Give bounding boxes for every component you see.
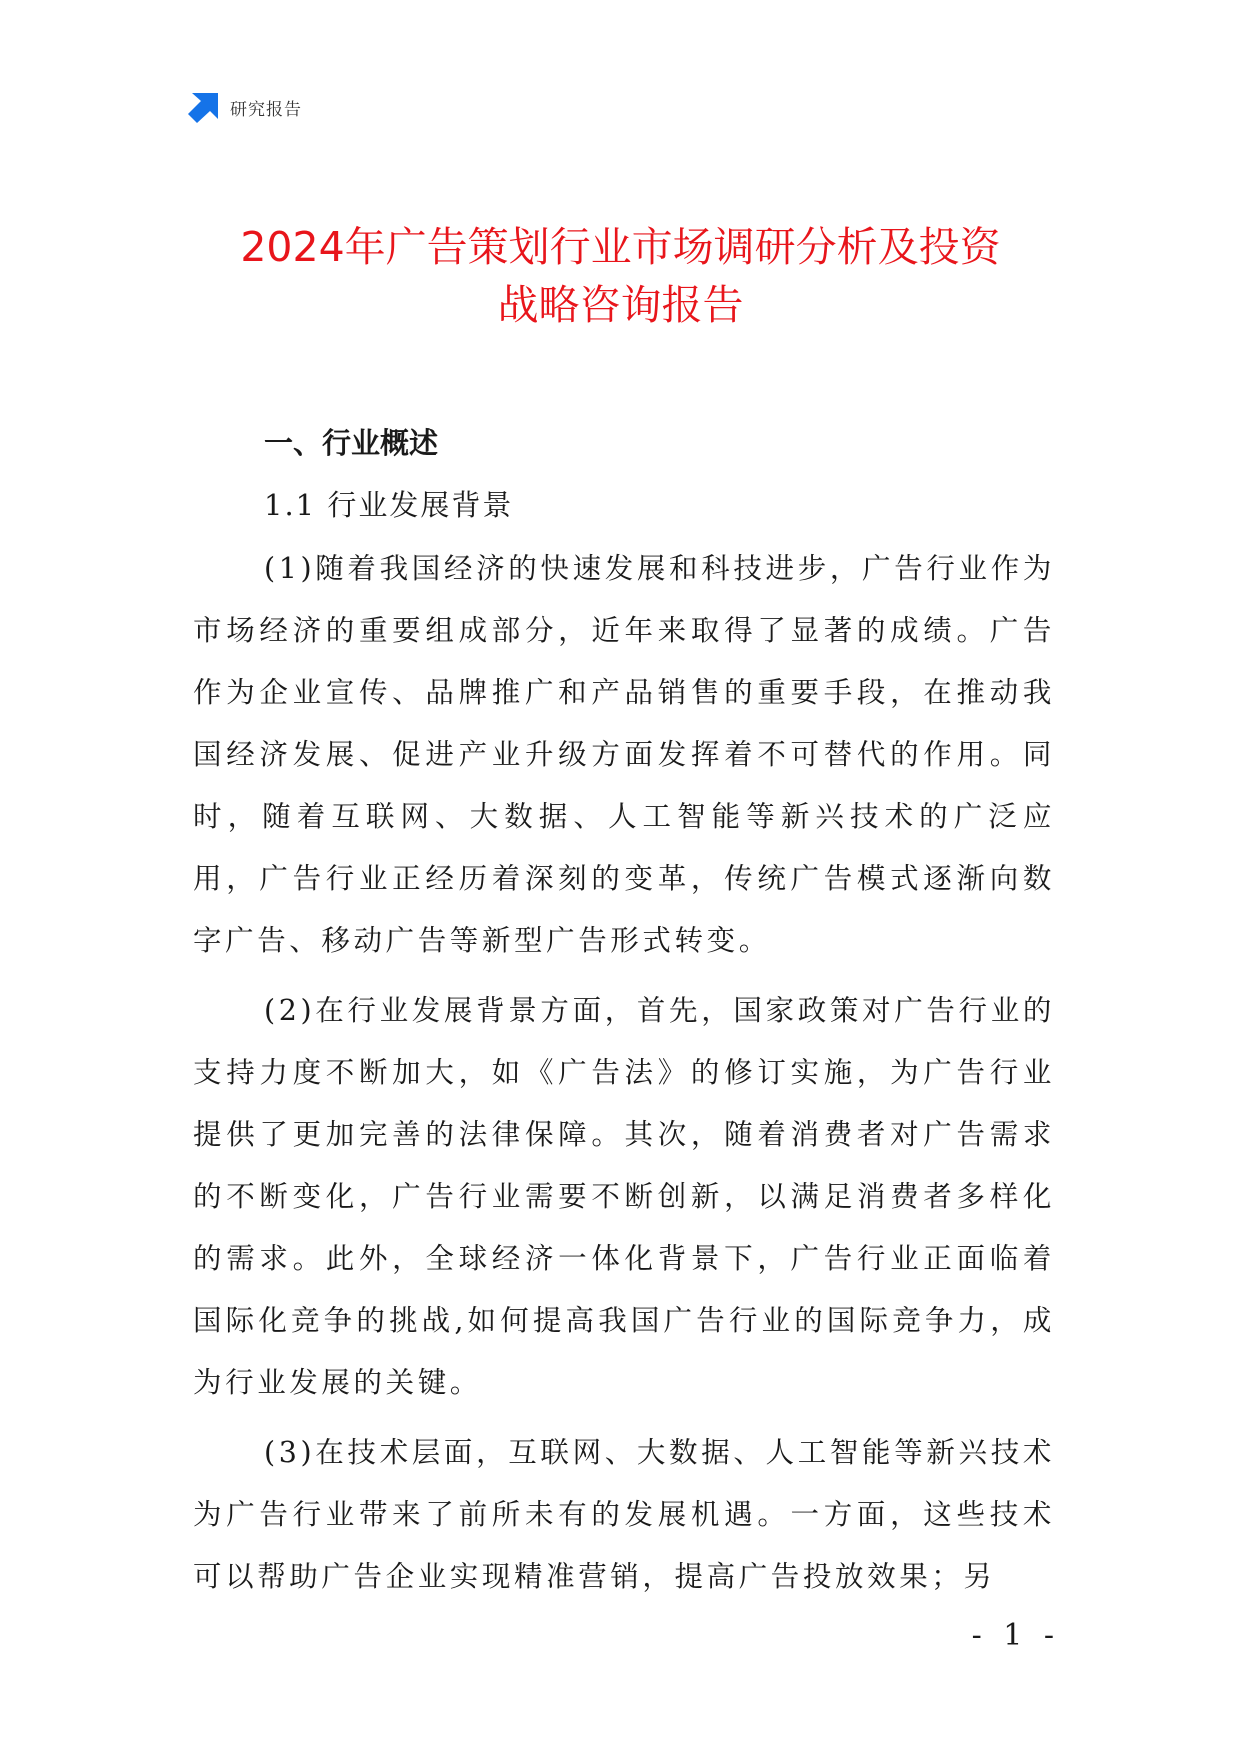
arrow-logo-icon	[188, 91, 220, 123]
title-line-1: 2024年广告策划行业市场调研分析及投资	[240, 223, 1001, 271]
paragraph-3: (3)在技术层面，互联网、大数据、人工智能等新兴技术为广告行业带来了前所未有的发展机遇。一方面，这些技术可以帮助广告企业实现精准营销，提高广告投放效果；另	[193, 1436, 1055, 1593]
report-title	[150, 218, 1091, 334]
report-body	[193, 418, 1055, 1616]
document-header	[188, 90, 302, 124]
paragraph-2: (2)在行业发展背景方面，首先，国家政策对广告行业的支持力度不断加大，如《广告法》的修订实施，为广告行业提供了更加完善的法律保障。其次，随着消费者对广告需求的不断变化，广告行业需要不断创新，以满足消费者多样化的需求。此外，全球经济一体化背景下，广告行业正面临着国际化竞争的挑战,如何提高我国广告行业的国际竞争力，成为行业发展的关键。	[193, 994, 1055, 1399]
header-label: 研究报告	[230, 99, 302, 120]
page-number: - 1 -	[971, 1618, 1060, 1653]
section-heading: 一、行业概述	[264, 426, 439, 460]
paragraph-1: (1)随着我国经济的快速发展和科技进步，广告行业作为市场经济的重要组成部分，近年来取得了显著的成绩。广告作为企业宣传、品牌推广和产品销售的重要手段，在推动我国经济发展、促进产业升级方面发挥着不可替代的作用。同时，随着互联网、大数据、人工智能等新兴技术的广泛应用，广告行业正经历着深刻的变革，传统广告模式逐渐向数字广告、移动广告等新型广告形式转变。	[193, 552, 1055, 957]
subsection-heading: 1.1 行业发展背景	[264, 488, 514, 522]
title-line-2: 战略咨询报告	[497, 281, 744, 329]
